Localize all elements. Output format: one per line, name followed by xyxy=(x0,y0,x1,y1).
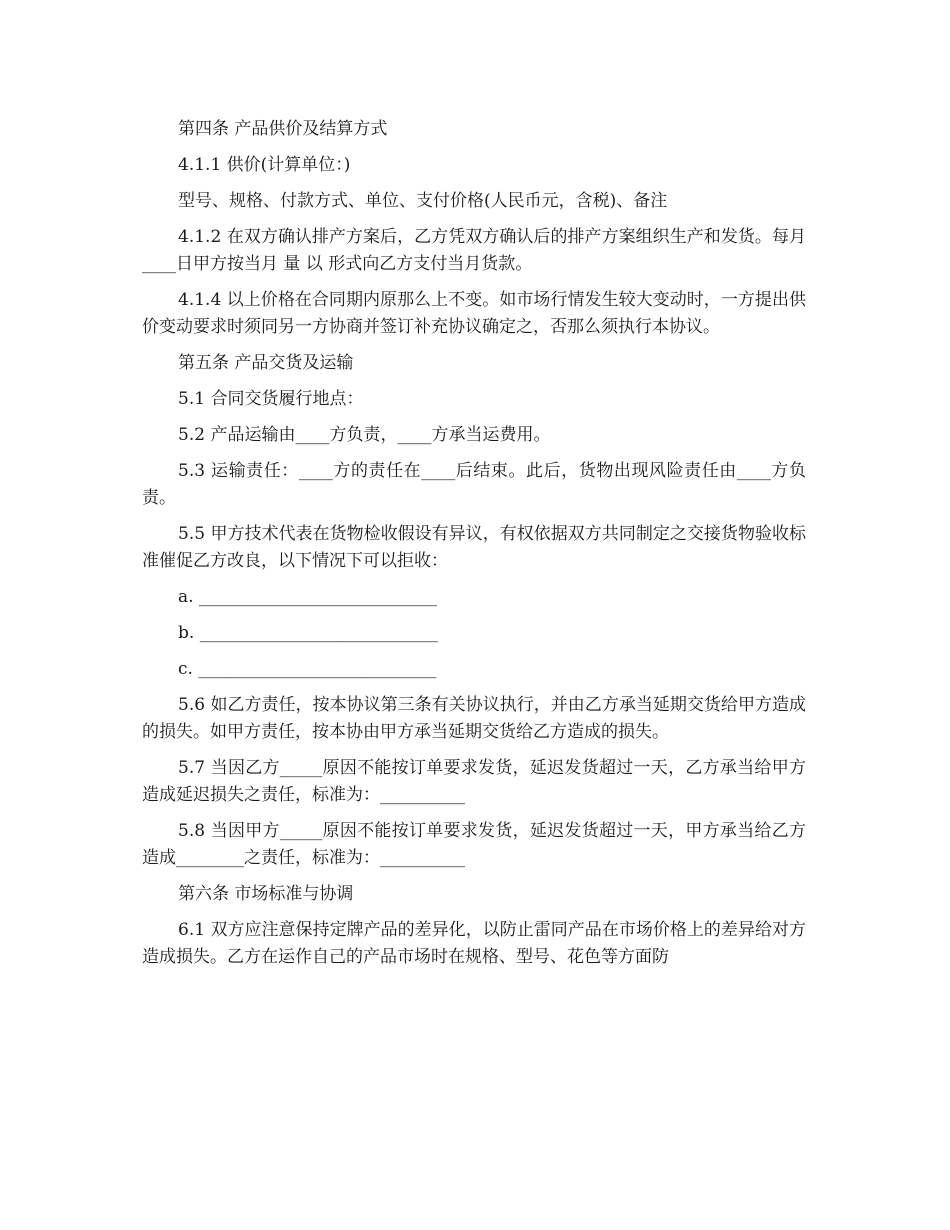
article-6-heading: 第六条 市场标准与协调 xyxy=(178,884,354,904)
price-table-columns: 型号、规格、付款方式、单位、支付价格(人民币元，含税)、备注 xyxy=(178,191,668,211)
clause-5-5: 5.5 甲方技术代表在货物检收假设有异议，有权依据双方共同制定之交接货物验收标准催促乙方改良，以下情况下可以拒收： xyxy=(142,524,806,571)
clause-4-1-2: 4.1.2 在双方确认排产方案后，乙方凭双方确认后的排产方案组织生产和发货。每月____日甲方按当月 量 以 形式向乙方支付当月货款。 xyxy=(142,227,806,274)
clause-5-3: 5.3 运输责任：____方的责任在____后结束。此后，货物出现风险责任由____方负责。 xyxy=(142,461,806,508)
clause-5-2: 5.2 产品运输由____方负责，____方承当运费用。 xyxy=(178,425,551,445)
clause-5-8: 5.8 当因甲方_____原因不能按订单要求发货，延迟发货超过一天，甲方承当给乙方造成________之责任，标准为：__________ xyxy=(142,821,806,868)
article-4-heading: 第四条 产品供价及结算方式 xyxy=(178,119,388,139)
clause-5-6: 5.6 如乙方责任，按本协议第三条有关协议执行，并由乙方承当延期交货给甲方造成的损失。如甲方责任，按本协由甲方承当延期交货给乙方造成的损失。 xyxy=(142,695,806,742)
clause-5-7: 5.7 当因乙方_____原因不能按订单要求发货，延迟发货超过一天，乙方承当给甲方造成延迟损失之责任，标准为：__________ xyxy=(142,758,806,805)
rejection-item-b: b. ____________________________ xyxy=(178,623,438,643)
clause-4-1-4: 4.1.4 以上价格在合同期内原那么上不变。如市场行情发生较大变动时，一方提出供价变动要求时须同另一方协商并签订补充协议确定之，否那么须执行本协议。 xyxy=(142,290,806,337)
clause-4-1-1: 4.1.1 供价(计算单位：) xyxy=(178,155,351,175)
article-5-heading: 第五条 产品交货及运输 xyxy=(178,353,354,373)
clause-6-1: 6.1 双方应注意保持定牌产品的差异化，以防止雷同产品在市场价格上的差异给对方造成损失。乙方在运作自己的产品市场时在规格、型号、花色等方面防 xyxy=(142,920,806,967)
clause-5-1: 5.1 合同交货履行地点： xyxy=(178,389,364,409)
rejection-item-c: c. ____________________________ xyxy=(178,659,437,679)
document-body xyxy=(142,116,806,980)
rejection-item-a: a. ____________________________ xyxy=(178,587,437,607)
